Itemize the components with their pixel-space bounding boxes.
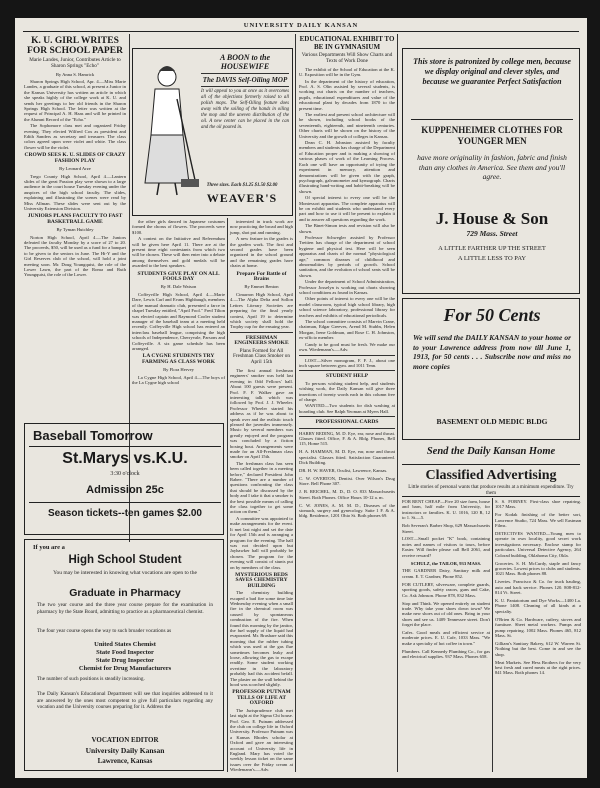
vocation-editor: VOCATION EDITOR	[91, 736, 159, 744]
article-paragraph: Cimarron High School, April 4.—The Alpha Delta and Sollon Lettres Literary Societies are preparing for the final yearly contest, April 19 to determine which society shall hold the Trophy cup for the ensuing year.	[230, 291, 293, 330]
vocation-item: United States Chemist	[94, 641, 156, 648]
baseball-time: 3:30 o'clock	[110, 471, 140, 477]
classified-item: THE GARDNER Dairy, Sanitary milk and cream. E. T. Gardner, Phone 852.	[402, 568, 490, 579]
store-name: WEAVER'S	[206, 191, 278, 205]
classified-item: O'Brien & Co. Hardware, cutlery, stoves and furniture. Sheet metal workers. Pumps and pump repairing. 1002 Mass. Phones 465, 812 Mass. St.	[495, 616, 581, 638]
article-paragraph: La Cygne High School, April 4.—The boys of the La Cygne high school	[132, 374, 225, 385]
pharmacy-p4: The number of such positions is steadily increasing.	[37, 676, 145, 682]
story-headline: FRESHMAN ENGINEERS SMOKE	[234, 334, 289, 347]
article-paragraph: The Sophomore class met and organized Friday evening. They elected Wilfred Cox as president and Edith Sanders as secretary and treasurer. The class colors agreed upon were violet and white. The class flower will be the violet.	[24, 123, 126, 150]
pharmacy-p5: The Daily Kansan's Educational Department will see that inquiries addressed to it are answered by the ones most competent to give full particulars regarding any vocation and the University courses preparing for it. Address the	[37, 691, 213, 710]
pharmacy-title: High School Student	[68, 554, 182, 566]
story-subhead: Plans Formed for All Freshman Class Smoker on April 15th	[233, 347, 290, 366]
article-paragraph: A committee was appointed to make arrangements for the event. It met last night and set the date for April 15th and is arranging a program for the evening. The hall was not decided upon but Jayhawker hall will probably be chosen. The program for the evening will consist of stunts put on by members of the class.	[230, 515, 293, 570]
classified-item: DETECTIVES WANTED—Young men to operate in own locality, good secret work investigations necessary. Enclose stamp for particulars. Universal Detective Agency, 264 Colorad building, Oklahoma City, Okla.	[495, 531, 581, 558]
house-store-name: J. House & Son	[435, 209, 549, 228]
column-rule	[397, 34, 398, 772]
classified-item: Gilliam's Sanitary Bakery, 612 W. Warren St. Nothing but the best. Come in and see the shop.	[495, 640, 581, 657]
article-paragraph: The Jurisprudence club met last night at the Sigma Chi house. Prof. Geo. E. Putnam addressed the club on college life in Oxford University. Professor Putnam was a Kansas Rhodes scholar at Oxford and gave an interesting account of University life in England. Mary has voted the weekly lesson ticket on the same issues over the Friday cream at Wiedemann's.—Adv.	[230, 707, 293, 773]
classified-item: Bob Severan's Barber Shop, 629 Massachusetts Street.	[402, 523, 490, 534]
house-and-son-ad	[402, 48, 580, 294]
story-headline: LA CYGNE STUDENTS TRY FARMING AS CLASS WORK	[142, 353, 215, 365]
classified-item: For Kodak finishing of the better sort, Lawrence Studio, 724 Mass. We sell Eastman Films.	[495, 512, 581, 529]
house-slogan-2: A LITTLE LESS TO PAY	[457, 255, 527, 262]
classified-item: Liveries. Francisco & Co. for truck hauling, auto and hack service. Phones 120. 808-812-814 Vt. Street.	[495, 579, 581, 596]
column-1	[24, 36, 126, 421]
classified-item: K. U. Pantatorium and Dye Works—1400 La. Phone 1408. Cleaning of all kinds at a specialty.	[495, 598, 581, 614]
newspaper-page	[15, 18, 587, 778]
paper-city: Lawrence, Kansas	[97, 757, 153, 765]
house-slogan-1: A LITTLE FARTHER UP THE STREET	[438, 245, 546, 252]
pharmacy-intro: If you are a	[33, 544, 65, 551]
classified-item: Stop and Think. We opened entirely on student trade. Why take your shoes down town? We make new shoes out of old ones. Bring in your shoes and see us. 1409 Tennessee street. Don't forget the place.	[402, 600, 490, 628]
student-help-body: To persons wishing student help, and students wishing work, the Daily Kansan will give three insertions of twenty words each in this column free of charge.	[299, 380, 395, 402]
classified-item: Cafes. Good meals and efficient service at moderate prices. E. U. Cafe, 1033 Mass. "We make a specialty of hot coffee in town."	[402, 630, 490, 646]
article-paragraph: Other points of interest to every one will be the model classroom, typical high school library, high school science laboratory, professional library for teachers and exhibits of educational periodicals.	[299, 296, 395, 318]
story-headline: Prepare For Battle of Brains	[236, 270, 287, 283]
kuppenheimer-title: KUPPENHEIMER CLOTHES FOR YOUNGER MEN	[421, 125, 563, 146]
paper-name: University Daily Kansan	[85, 746, 165, 755]
fifty-cents-headline: For 50 Cents	[443, 305, 541, 325]
mop-prices: Three sizes. Each $1.25 $1.50 $2.00	[206, 183, 278, 188]
pharmacy-p3: The four year course opens the way to such broader vocations as	[37, 628, 172, 634]
classified-subhead: Little stories of personal wants that produce results at a minimum expenditure. Try them	[408, 485, 574, 496]
classified-item: FOR RENT CHEAP—Five 20 size farm, house and barn, half mile from University, for instructors or families. K. U. 1016, 120 R, 12 to 1. St.—5.	[402, 499, 490, 521]
classified-right-column	[495, 499, 581, 771]
subhead-ku-girl: Marie Landes, Junior, Contributes Article to Sharon Springs "Echo"	[29, 57, 121, 69]
article-paragraph: interested in truck work are now practicing the broad and high jump, shot put and running.	[230, 219, 293, 235]
story-headline: MYSTERIOUS BEDS SAVES CHEMISTRY BUILDING	[235, 571, 288, 589]
column-rule	[492, 498, 493, 772]
baseball-admission: Admission 25c	[86, 484, 164, 496]
headline-ku-girl: K. U. GIRL WRITES FOR SCHOOL PAPER	[27, 36, 123, 56]
classified-item: Meat Markets. See Hess Brothers for the very best fresh and cured meats at the right prices. 841 Mass. Both phones 14.	[495, 659, 581, 676]
subhead-exhibit: Various Departments Will Show Charts and Texts of Work Done	[301, 52, 393, 64]
classified-item: Groceries. S. H. McCurdy, staple and fancy groceries. Lowest prices to clubs and students. 1021 Mass. Both phones 88.	[495, 560, 581, 577]
article-paragraph: The exhibit of the School of Education at the K. U. Exposition will be in the Gym.	[299, 66, 395, 78]
byline: By Anna S. Hamrick	[55, 71, 95, 77]
pharmacy-p2: The two year course and the three year course prepare for the examination in pharmacy by the State Board, admitting to practice as a pharmaceutical chemist.	[37, 602, 213, 615]
article-paragraph: Under the department of School Administration, Professor Josselyn is working out charts showing school conditions as found in Kansas.	[299, 279, 395, 296]
fifty-cents-ad	[402, 298, 580, 440]
article-paragraph: Trego County High School, April 4.—Lantern slides of the great Passion play were shown to a large audience in the court house Tuesday evening under the auspices of the high school faculty. The slides, explaining and illustrating the scenes were read by Miss Allman. These slides were sent out by the University Extension Division.	[24, 173, 126, 211]
byline: By H. Dale Watson	[160, 284, 197, 290]
kuppenheimer-body: have more originality in fashion, fabric and finish than any clothes in America. See them and you'll agree.	[417, 153, 567, 181]
article-paragraph: A contest on the Initiative and Referendum will be given here April 11. There are at the present time eight contestants from which two will be chosen. These will then enter into a debate among themselves and gold medals will be awarded to the best speakers.	[132, 236, 225, 269]
classified-item: S. S. FORNEY. First-class shoe repairing. 1017 Mass.	[495, 499, 581, 510]
ad-body: It will appeal to you at once as it overcomes all of the objections formerly raised to all polish mops. The Self-Oiling feature does away with the soiling of the hands in oiling the mop and the uneven distribution of the oil. A new center can be placed in the can and the oil poured in.	[201, 89, 289, 130]
professional-card: HARRY REDING, M. D. Eye, ear, nose and throat. Glasses fitted. Office, F. & A. Bldg. Phones, Bell 115, Home 515.	[299, 430, 395, 447]
byline: By Tyman Hutchley	[56, 227, 94, 233]
baseball-season-tickets: Season tickets--ten games $2.00	[48, 508, 202, 519]
patronized-text: This store is patronized by college men, because we display original and clever styles, and because we guarantee Perfect Satisfaction	[413, 57, 571, 86]
column-4	[299, 36, 395, 769]
wanted-notice: WANTED—Two students for dish washing at boarding club. See Ralph Yeoman at Myers Hall.	[299, 403, 395, 414]
column-rule	[295, 34, 296, 772]
product-name: The DAVIS Self-Oiling MOP	[202, 76, 288, 84]
article-paragraph: Norton High School, April 4.—The Juniors defeated the faculty Monday by a score of 27 to 20. The proceeds, $50, will be used as a fund for a banquet to be given to the seniors in June. The Hi-Y and the Girl Reserves club of the school, will hold a joint meeting soon. Mr. Doug Youngquist, the role of the Lower Lawn, the part of the Roma and Ruth Youngquist, the role of the Lower.	[24, 234, 126, 278]
byline: By Flora Hervey	[163, 367, 194, 373]
send-home-banner: Send the Daily Kansan Home	[426, 446, 556, 457]
classified-item: Plumbers. Call Kennedy Plumbing Co., for gas and electrical supplies. 937 Mass. Phones 658.	[402, 648, 490, 660]
lost-notice: LOST—Silver monogram, F. F. J., about one inch square between gym. and 1011 Tenn.	[299, 357, 395, 368]
professional-card: H. A. HAMMAN, M. D. Eye, ear, nose and throat specialist. Glasses fitted. Satisfaction Guaranteed. Dick Building.	[299, 449, 395, 466]
ad-headline: A BOON to the HOUSEWIFE	[219, 53, 270, 71]
story-headline: CROWD SEES K. U. SLIDES OF CRAZY FASHION PLAY	[24, 152, 126, 164]
article-paragraph: Professor Schwegler assisted by Professor Trettien has charge of the department of school hygiene and physical test. Here will be seen apparatus and charts of the normal "physiological age," common diseases of childhood and abnormalities by periods of growth. School sanitation, and the evolution of school seats will be shown.	[299, 234, 395, 278]
article-paragraph: A new feature in the grades is the garden work. The first and second grades have been organized in the school ground and the remaining grades have chairs at home.	[230, 236, 293, 269]
student-help-heading: STUDENT HELP	[325, 373, 369, 380]
fifty-cents-location: BASEMENT OLD MEDIC BLDG	[436, 417, 548, 426]
article-paragraph: Sharon Springs High School, Apr. 4.—Miss Marie Landes, a graduate of this school, at present a Junior in the Kansas University has written an article in which she speaks highly of the college work at K. U. and sends her greetings to her old friends in the Sharon Springs High School. The letter was written at the request of Principal A. H. Haas and will be printed in the Alumni Record of the "Echo."	[24, 79, 126, 122]
classified-item: LOST—Small pocket "K" book, containing notes and names of visitors to tours, before Easter. Will finder please call Bell 2061, and receive reward?	[402, 536, 490, 558]
story-headline: JUNIORS PLANS FACULTY TO FAST BASKETBALL GAME	[27, 213, 123, 225]
headline-exhibit: EDUCATIONAL EXHIBIT TO BE IN GYMNASIUM	[299, 35, 395, 51]
classified-heading: Classified Advertising	[425, 468, 557, 483]
vocation-item: State Food Inspector	[96, 649, 154, 656]
article-paragraph: The school committee consists of Marvin Crane, chairman, Edgar Greeves, Arend M. Stubbs, Helen Morgan, Irene Goldman, and Rose C. H. Johnston, ex-officio member.	[299, 319, 395, 341]
article-paragraph: Candy to be good must be fresh. We make our own. Wiedemann's.—Adv.	[299, 341, 395, 353]
professional-card: C. W. JONES, A. M. M. D., Diseases of the stomach, surgery and gynecology. Suite 1 F. & A. bldg. Residence, 1201 Ohio St. Both phones 69.	[299, 502, 395, 519]
fifty-cents-body: We will send the DAILY KANSAN to your home or to your Lawrence address from now till June 1, 1913, for 50 cents . . . Subscribe now and miss no more copies	[413, 333, 571, 371]
masthead-rule	[23, 31, 579, 32]
house-address: 729 Mass. Street	[466, 229, 518, 238]
weavers-mop-ad	[132, 48, 293, 216]
vocation-item: Chemist for Drug Manufacturers	[78, 665, 172, 672]
classified-left-column	[402, 499, 490, 771]
article-paragraph: Of special interest to every one will be the Montessori apparatus. The complete apparatus will be on exhibit and students who understand every part and how to use it will be present to explain it and to answer all questions regarding the work.	[299, 195, 395, 222]
article-paragraph: In the department of the history of education, Prof. A. S. Olin assisted by several students, is working out charts on the number of teachers, pupils, educational expenditures and value of the educational plant by decades from 1870 to the present time.	[299, 78, 395, 111]
article-paragraph: the other girls danced in Japanese costumes formed the chorus of flowers. The proceeds were $100.	[132, 219, 225, 235]
baseball-ad	[24, 423, 224, 535]
baseball-teams: St.Marys vs.K.U.	[62, 450, 188, 467]
column-rule	[227, 218, 228, 772]
housewife-illustration	[137, 55, 201, 200]
article-paragraph: Coffeyville High School, April 4.—Marie Dare, Lewis Carl and Evans Highbaugh, members of the manual dramatic club, presented a farce in chapel Tuesday entitled, "April Fool." Fred Tilton was elected captain and Raymond Cooler student manager of the baseball team at a meeting held recently. Coffeyville High school has entered an interclass baseball league, comprising the high schools of Independence, Cherryvale, Parsons and Coffeyville. A six game schedule has been arranged.	[132, 291, 225, 351]
byline: By Emmet Benton	[244, 284, 279, 290]
classified-item: FOR CUTLERY, silverware, complete guards, sporting goods, safety razors, guns and Cake, Co. Ask Johnson. Phone 878, 832 Mass.	[402, 581, 490, 598]
professional-card: C. W. OVERTON, Dentist. Over Wilson's Drug Store. Bell Phone 307.	[299, 475, 395, 487]
article-paragraph: The earliest and present school architecture will be shown, including school books of the seventeenth, eighteenth, and nineteenth centuries. Other charts will be shown on the history of the University and the growth of colleges in Kansas.	[299, 112, 395, 139]
story-headline: STUDENTS GIVE PLAY ON ALL FOOLS DAY	[137, 270, 220, 283]
article-paragraph: Dean C. H. Johnston assisted by faculty members and students has charge of the Department of Education proper and is making a showing of various phases of work of the Learning Process. Each one will have an opportunity of trying the experiment in memory, attention and demonstrations will be given with the graph, psychograph, galvanometer and kymograph. Charts illustrating hand-writing and habit-breaking will be shown.	[299, 140, 395, 194]
column-3	[230, 219, 293, 773]
pharmacy-ad	[24, 539, 224, 771]
professional-card: DR. H. W. HAVER, Oculist, Lawrence, Kansas.	[299, 468, 388, 473]
vocation-list	[35, 641, 215, 673]
byline: By Leonard Arze	[59, 166, 91, 172]
article-paragraph: The Binet-Simon tests and revision will also be shown.	[299, 223, 395, 234]
pharmacy-p1: You may be interested in knowing what vocations are open to the	[53, 570, 197, 576]
vocation-item: State Drug Inspector	[95, 657, 155, 664]
masthead: UNIVERSITY DAILY KANSAN	[243, 22, 359, 29]
column-2	[132, 219, 225, 419]
professional-card: J. B. REICHEL, M. D., D. O. 833 Massachusetts Street. Both Phones. Office Hours 10-12 a. m.	[299, 489, 395, 500]
article-paragraph: The freshman class has seen been called together in a meeting before," declared President John Rabee. "There are a number of questions confronting the class that should be discussed by the body and I take it that a smoker is the best possible means of calling the class together to get some action on them."	[230, 460, 293, 515]
article-paragraph: The first annual freshman engineers' smoker was held last evening in Odd Fellows' hall. About 100 guests were present. Prof. F. F. Walker gave an interesting talk which was followed by Prof. J. J. Wheeler. Professor Wheeler started his address as if he was about to speak over and the realistic touch pleased the juveniles immensely. Music by several members was greatly enjoyed and the program was concluded by a fiction boxing bout. Arrangements were made for an All-Freshman class smoker on April 15th.	[230, 367, 293, 460]
professional-cards-heading: PROFESSIONAL CARDS	[315, 419, 379, 426]
baseball-title: Baseball Tomorrow	[33, 428, 153, 443]
story-headline: PROFESSOR PUTNAM TELLS OF LIFE AT OXFORD	[232, 689, 291, 707]
pharmacy-grad: Graduate in Pharmacy	[69, 587, 181, 599]
article-paragraph: The chemistry building escaped a bad fire some time late Wednesday evening when a small fire in the chemical room was caused by spontaneous combustion of the fire. When found this morning by the janitor, the fuel supply of the liquid had evaporated. Mr. Brashare said this morning that the rubber tubing which was used at the gas flue sometimes becomes leaky and loose, allowing the gas to escape readily. Some student working overtime in the laboratory probably had this accident befall. The plaster on the wall behind the hood was scorched slightly.	[230, 590, 293, 688]
classified-item: SCHULZ, the TAILOR, 933 MASS.	[410, 560, 482, 566]
